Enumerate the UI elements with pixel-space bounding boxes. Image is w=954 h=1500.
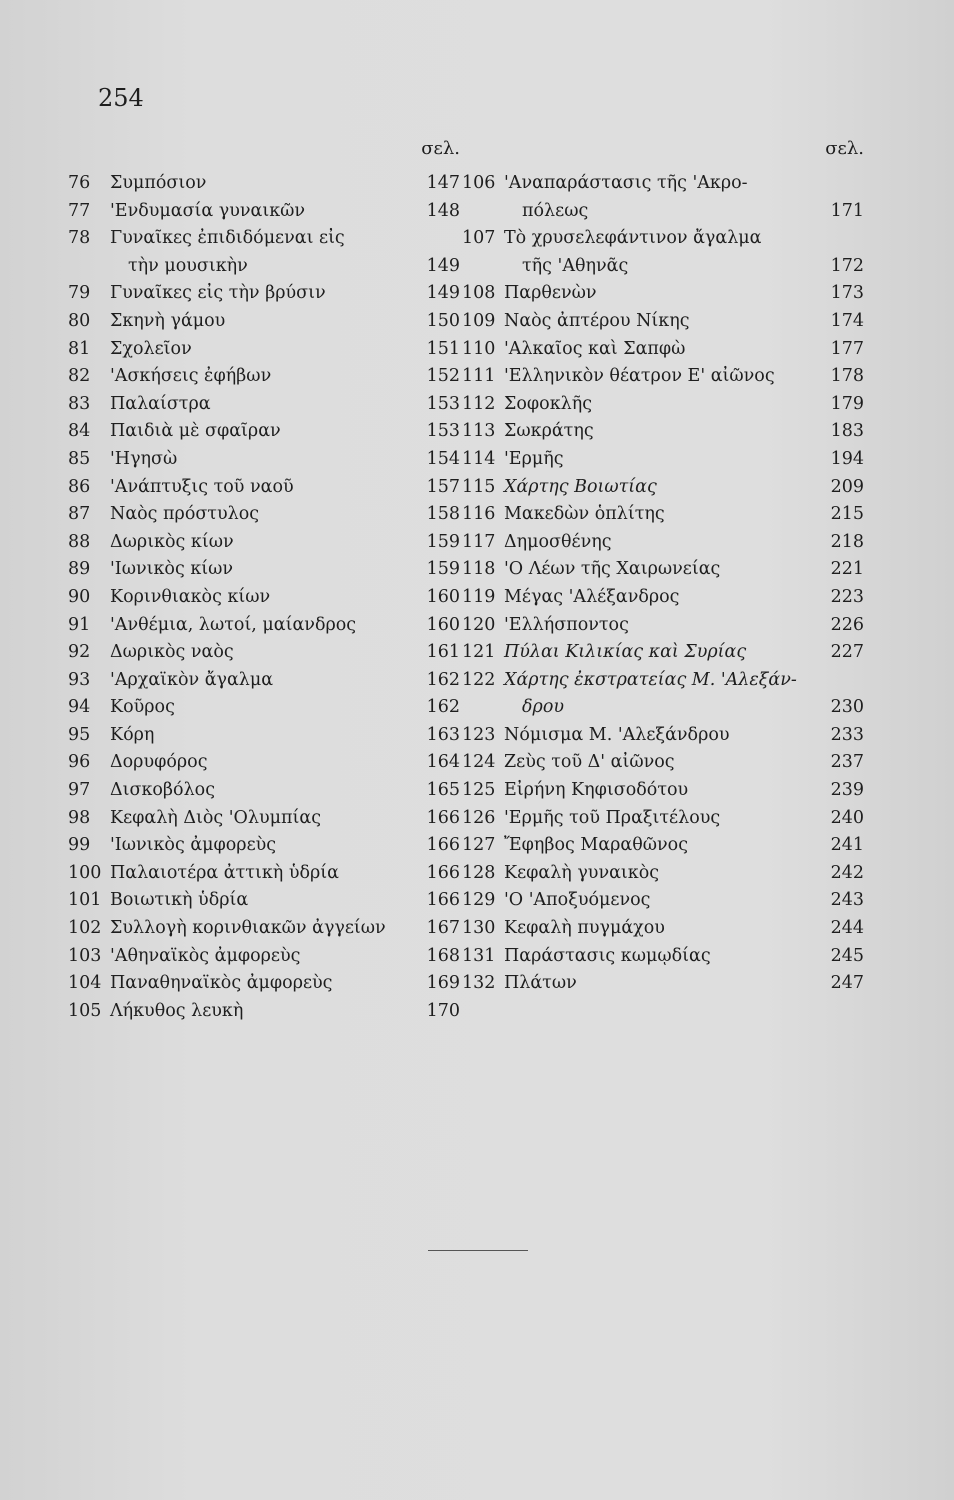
index-entry: [68, 336, 468, 364]
entry-page: 243: [830, 890, 864, 911]
entry-page: 194: [830, 448, 864, 469]
entry-number: 110: [462, 338, 496, 359]
index-entry: [68, 253, 468, 281]
index-entry: [462, 253, 872, 281]
entry-number: 125: [462, 780, 496, 801]
index-entry: [68, 501, 468, 529]
index-entry: [68, 529, 468, 557]
entry-number: 127: [462, 835, 496, 856]
index-entry: [68, 198, 468, 226]
entry-title: Κεφαλὴ πυγμάχου: [504, 918, 665, 939]
entry-page: 168: [426, 945, 460, 966]
entry-page: 158: [426, 504, 460, 525]
index-entry: [68, 280, 468, 308]
index-entry: [462, 722, 872, 750]
entry-title: 'Ιωνικὸς κίων: [110, 559, 234, 580]
entry-page: 245: [830, 945, 864, 966]
index-column-right: [462, 138, 872, 998]
entry-page: 174: [830, 310, 864, 331]
entry-page: 237: [830, 752, 864, 773]
index-entry: [462, 694, 872, 722]
index-entry: [68, 694, 468, 722]
index-entry: [462, 418, 872, 446]
index-entry: [68, 170, 468, 198]
index-entry: [68, 446, 468, 474]
entry-page: 242: [830, 862, 864, 883]
index-entry: [462, 446, 872, 474]
entry-number: 87: [68, 504, 91, 525]
entry-title: Παλαίστρα: [110, 393, 211, 414]
entry-number: 97: [68, 780, 91, 801]
index-entry: [462, 501, 872, 529]
index-entry: [68, 887, 468, 915]
entry-page: 162: [426, 697, 460, 718]
entry-page: 151: [426, 338, 460, 359]
entry-page: 172: [830, 255, 864, 276]
entry-title: Κοῦρος: [110, 697, 175, 718]
entry-number: 130: [462, 918, 496, 939]
entry-number: 106: [462, 173, 496, 193]
entry-number: 124: [462, 752, 496, 773]
entry-page: 166: [426, 835, 460, 856]
index-entry: [462, 667, 872, 695]
entry-number: 120: [462, 614, 496, 635]
entry-title: 'Ερμῆς τοῦ Πραξιτέλους: [504, 807, 721, 828]
entry-title: Παιδιὰ μὲ σφαῖραν: [110, 421, 281, 442]
index-entry: [68, 998, 468, 1026]
entry-page: 241: [830, 835, 864, 856]
entry-number: 126: [462, 807, 496, 828]
entry-title: Κεφαλὴ Διὸς 'Ολυμπίας: [110, 807, 321, 828]
index-column-left: [68, 138, 468, 1025]
entry-number: 119: [462, 586, 496, 607]
entry-title: Σωκράτης: [504, 421, 594, 442]
entry-page: 154: [426, 448, 460, 469]
entry-number: 82: [68, 366, 91, 387]
entry-title: Γυναῖκες εἰς τὴν βρύσιν: [110, 283, 326, 304]
entry-number: 93: [68, 669, 91, 690]
index-entry: [462, 280, 872, 308]
entry-title: Εἰρήνη Κηφισοδότου: [504, 780, 689, 801]
entry-page: 247: [830, 973, 864, 994]
entry-page: 179: [830, 393, 864, 414]
entry-number: 116: [462, 504, 496, 525]
entry-number: 78: [68, 228, 91, 249]
index-entry: [462, 170, 872, 198]
index-entry: [68, 943, 468, 971]
entry-number: 86: [68, 476, 91, 497]
index-entry: [68, 722, 468, 750]
entry-title: Λήκυθος λευκὴ: [110, 1000, 244, 1021]
index-entry: [68, 474, 468, 502]
entry-title: Δωρικὸς ναὸς: [110, 642, 234, 663]
entry-page: 169: [426, 973, 460, 994]
index-entry: [68, 970, 468, 998]
entry-title: Ζεὺς τοῦ Δ' αἰῶνος: [504, 752, 675, 773]
entry-title: Μέγας 'Αλέξανδρος: [504, 586, 680, 607]
entry-number: 123: [462, 724, 496, 745]
index-entry: [462, 584, 872, 612]
entry-title: Κορινθιακὸς κίων: [110, 586, 271, 607]
entry-title: Παράστασις κωμῳδίας: [504, 945, 711, 966]
entry-title: Τὸ χρυσελεφάντινον ἄγαλμα: [504, 228, 762, 249]
index-entry: [462, 612, 872, 640]
entry-number: 104: [68, 973, 102, 994]
index-entry: [68, 225, 468, 253]
entry-page: 215: [830, 504, 864, 525]
entry-number: 94: [68, 697, 91, 718]
entry-number: 103: [68, 945, 102, 966]
entry-page: 218: [830, 531, 864, 552]
index-entry: [462, 308, 872, 336]
entry-title: 'Ελληνικὸν θέατρον Ε' αἰῶνος: [504, 366, 775, 387]
entry-title: Σχολεῖον: [110, 338, 192, 359]
entry-title: Κεφαλὴ γυναικὸς: [504, 862, 660, 883]
entry-number: 128: [462, 862, 496, 883]
footer-rule: [428, 1250, 528, 1251]
index-entry: [462, 749, 872, 777]
entry-number: 98: [68, 807, 91, 828]
entry-title: 'Ασκήσεις ἐφήβων: [110, 366, 272, 387]
index-entry: [462, 860, 872, 888]
entry-page: 159: [426, 559, 460, 580]
entry-title: 'Ανθέμια, λωτοί, μαίανδρος: [110, 614, 357, 635]
entry-number: 76: [68, 173, 91, 193]
index-entry: [68, 860, 468, 888]
entry-title: Νόμισμα Μ. 'Αλεξάνδρου: [504, 724, 730, 745]
entry-page: 226: [830, 614, 864, 635]
entry-title: Πύλαι Κιλικίας καὶ Συρίας: [504, 642, 747, 663]
index-entry: [68, 805, 468, 833]
entry-page: 170: [426, 1000, 460, 1021]
index-entry: [462, 887, 872, 915]
entry-title: τῆς 'Αθηνᾶς: [522, 255, 629, 276]
entry-title: Χάρτης ἐκστρατείας Μ. 'Αλεξάν-: [504, 669, 797, 690]
entry-page: 230: [830, 697, 864, 718]
index-entry: [68, 391, 468, 419]
entry-number: 83: [68, 393, 91, 414]
entry-page: 166: [426, 862, 460, 883]
index-entry: [462, 970, 872, 998]
entry-title: Δισκοβόλος: [110, 780, 215, 801]
page-column-label: σελ.: [825, 138, 864, 159]
index-entry: [68, 777, 468, 805]
entry-page: 149: [426, 255, 460, 276]
entry-title: 'Αρχαϊκὸν ἄγαλμα: [110, 669, 274, 690]
entry-page: 164: [426, 752, 460, 773]
index-list-right: [462, 170, 872, 998]
entry-number: 111: [462, 366, 496, 387]
entry-page: 160: [426, 586, 460, 607]
entry-page: 221: [830, 559, 864, 580]
index-entry: [68, 308, 468, 336]
entry-title: 'Αναπαράστασις τῆς 'Ακρο-: [504, 173, 748, 193]
entry-number: 100: [68, 862, 102, 883]
entry-page: 162: [426, 669, 460, 690]
entry-page: 150: [426, 310, 460, 331]
entry-title: Ναὸς πρόστυλος: [110, 504, 260, 525]
entry-page: 183: [830, 421, 864, 442]
entry-number: 117: [462, 531, 496, 552]
entry-title: Παλαιοτέρα ἀττικὴ ὑδρία: [110, 862, 339, 883]
entry-number: 92: [68, 642, 91, 663]
entry-title: πόλεως: [522, 200, 589, 221]
entry-number: 79: [68, 283, 91, 304]
index-entry: [68, 612, 468, 640]
entry-title: Ναὸς ἀπτέρου Νίκης: [504, 310, 690, 331]
entry-title: Μακεδὼν ὁπλίτης: [504, 504, 665, 525]
entry-title: Γυναῖκες ἐπιδιδόμεναι εἰς: [110, 228, 345, 249]
index-entry: [68, 363, 468, 391]
entry-page: 173: [830, 283, 864, 304]
entry-page: 167: [426, 918, 460, 939]
entry-title: 'Αλκαῖος καὶ Σαπφὼ: [504, 338, 686, 359]
entry-title: 'Ερμῆς: [504, 448, 564, 469]
entry-title: 'Αθηναϊκὸς ἀμφορεὺς: [110, 945, 301, 966]
entry-title: 'Ελλήσποντος: [504, 614, 629, 635]
index-entry: [462, 639, 872, 667]
entry-title: Συλλογὴ κορινθιακῶν ἀγγείων: [110, 918, 386, 939]
entry-page: 178: [830, 366, 864, 387]
index-entry: [68, 667, 468, 695]
entry-number: 85: [68, 448, 91, 469]
entry-number: 81: [68, 338, 91, 359]
entry-page: 166: [426, 890, 460, 911]
entry-title: Παρθενὼν: [504, 283, 597, 304]
index-entry: [462, 474, 872, 502]
entry-number: 109: [462, 310, 496, 331]
entry-page: 160: [426, 614, 460, 635]
entry-title: Συμπόσιον: [110, 173, 207, 193]
index-entry: [68, 584, 468, 612]
index-entry: [462, 391, 872, 419]
index-entry: [462, 777, 872, 805]
index-entry: [462, 943, 872, 971]
entry-number: 99: [68, 835, 91, 856]
index-entry: [462, 832, 872, 860]
index-entry: [462, 805, 872, 833]
entry-number: 131: [462, 945, 496, 966]
index-entry: [68, 915, 468, 943]
index-entry: [68, 749, 468, 777]
entry-number: 118: [462, 559, 496, 580]
entry-page: 209: [830, 476, 864, 497]
index-entry: [68, 418, 468, 446]
entry-title: Βοιωτικὴ ὑδρία: [110, 890, 249, 911]
entry-number: 129: [462, 890, 496, 911]
entry-title: Κόρη: [110, 724, 155, 745]
entry-title: 'Ο Λέων τῆς Χαιρωνείας: [504, 559, 721, 580]
entry-page: 166: [426, 807, 460, 828]
entry-title: Ἔφηβος Μαραθῶνος: [504, 835, 689, 856]
entry-page: 161: [426, 642, 460, 663]
entry-page: 165: [426, 780, 460, 801]
entry-page: 153: [426, 421, 460, 442]
entry-title: Δωρικὸς κίων: [110, 531, 234, 552]
index-entry: [462, 363, 872, 391]
entry-title: Δημοσθένης: [504, 531, 612, 552]
entry-page: 233: [830, 724, 864, 745]
entry-number: 101: [68, 890, 102, 911]
entry-page: 153: [426, 393, 460, 414]
entry-number: 90: [68, 586, 91, 607]
entry-title: 'Ανάπτυξις τοῦ ναοῦ: [110, 476, 294, 497]
index-entry: [462, 556, 872, 584]
entry-page: 239: [830, 780, 864, 801]
entry-page: 149: [426, 283, 460, 304]
entry-page: 152: [426, 366, 460, 387]
index-entry: [68, 832, 468, 860]
entry-number: 102: [68, 918, 102, 939]
entry-page: 148: [426, 200, 460, 221]
index-entry: [68, 556, 468, 584]
entry-page: 240: [830, 807, 864, 828]
entry-page: 147: [426, 173, 460, 193]
entry-title: Σκηνὴ γάμου: [110, 310, 226, 331]
entry-title: δρου: [522, 697, 564, 718]
entry-number: 107: [462, 228, 496, 249]
entry-number: 115: [462, 476, 496, 497]
entry-title: 'Ηγησὼ: [110, 448, 178, 469]
entry-title: τὴν μουσικὴν: [128, 255, 248, 276]
entry-number: 121: [462, 642, 496, 663]
entry-number: 80: [68, 310, 91, 331]
entry-number: 113: [462, 421, 496, 442]
entry-number: 89: [68, 559, 91, 580]
index-list-left: [68, 170, 468, 1025]
entry-page: 223: [830, 586, 864, 607]
index-entry: [462, 529, 872, 557]
entry-title: Παναθηναϊκὸς ἀμφορεὺς: [110, 973, 333, 994]
entry-page: 163: [426, 724, 460, 745]
entry-title: 'Ενδυμασία γυναικῶν: [110, 200, 306, 221]
index-entry: [68, 639, 468, 667]
entry-page: 177: [830, 338, 864, 359]
entry-page: 157: [426, 476, 460, 497]
index-entry: [462, 915, 872, 943]
entry-title: 'Ο 'Αποξυόμενος: [504, 890, 651, 911]
entry-number: 96: [68, 752, 91, 773]
entry-title: Δορυφόρος: [110, 752, 208, 773]
entry-number: 132: [462, 973, 496, 994]
entry-page: 159: [426, 531, 460, 552]
index-entry: [462, 336, 872, 364]
entry-number: 91: [68, 614, 91, 635]
entry-number: 108: [462, 283, 496, 304]
page-column-label: σελ.: [421, 138, 460, 159]
entry-number: 105: [68, 1000, 102, 1021]
entry-title: Χάρτης Βοιωτίας: [504, 476, 657, 497]
entry-page: 171: [830, 200, 864, 221]
entry-title: 'Ιωνικὸς ἀμφορεὺς: [110, 835, 277, 856]
entry-title: Πλάτων: [504, 973, 577, 994]
entry-number: 114: [462, 448, 496, 469]
entry-number: 77: [68, 200, 91, 221]
entry-title: Σοφοκλῆς: [504, 393, 593, 414]
entry-page: 227: [830, 642, 864, 663]
entry-number: 122: [462, 669, 496, 690]
entry-number: 88: [68, 531, 91, 552]
page-number: 254: [98, 84, 144, 112]
entry-number: 112: [462, 393, 496, 414]
entry-number: 95: [68, 724, 91, 745]
index-entry: [462, 225, 872, 253]
entry-number: 84: [68, 421, 91, 442]
index-entry: [462, 198, 872, 226]
entry-page: 244: [830, 918, 864, 939]
